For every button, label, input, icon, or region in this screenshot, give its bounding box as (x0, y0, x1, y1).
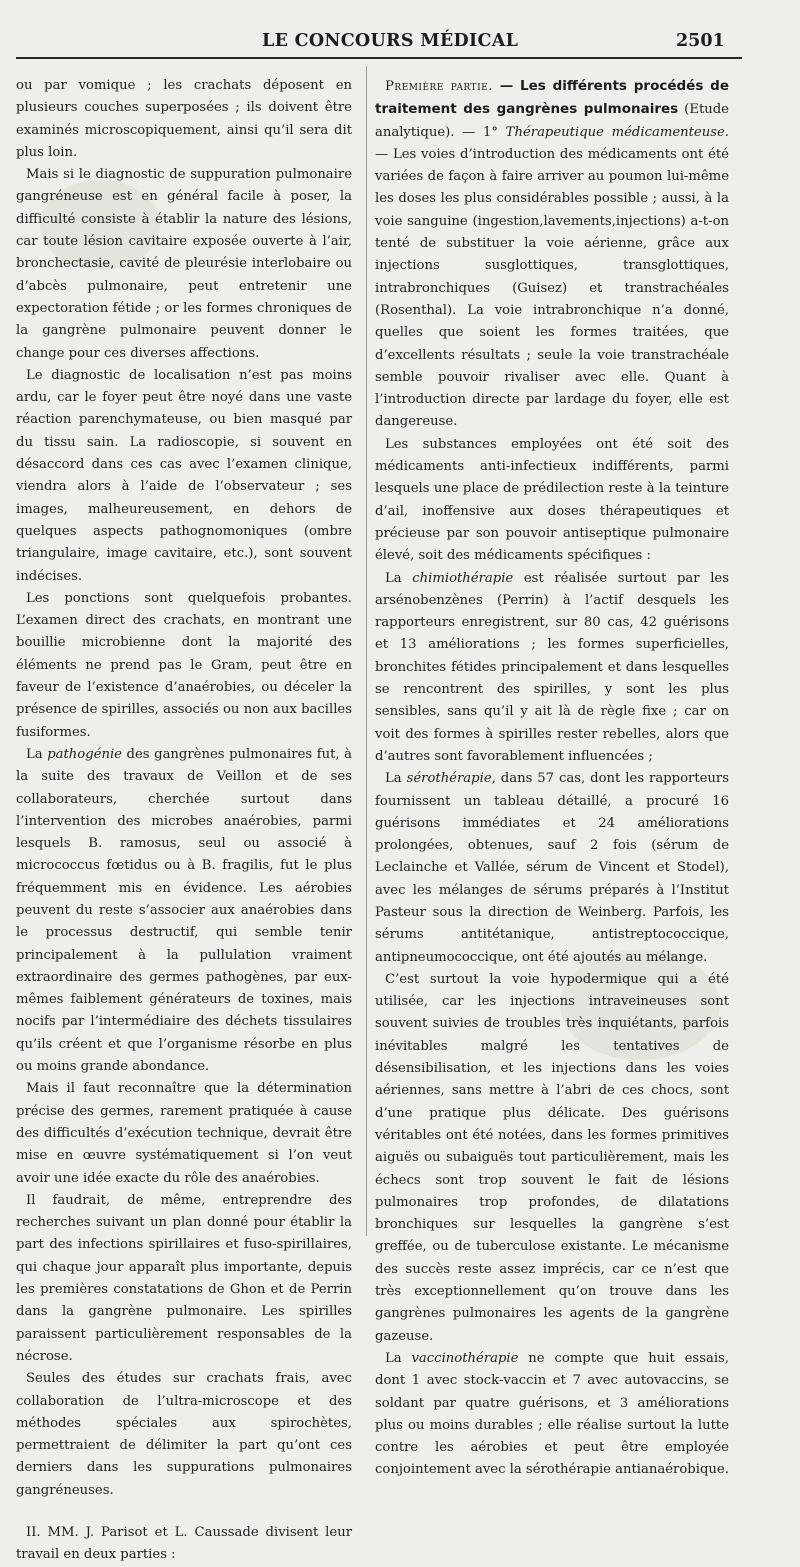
text-run: La (385, 1350, 412, 1366)
section-lead: Première partie. (385, 79, 493, 94)
paragraph (375, 568, 729, 769)
text-run: — Les voies d’introduction des médicaments ont été variées de façon à faire arriver au poumon lui-même les doses les plus considérables possible ; aussi, à la voie sanguine (ingestion,lavements,injections) a-t-on tenté de substituer la voie aérienne, grâce aux injections susglottiques, transglottiques, intrabronchiques (Guisez) et transtrachéales (Rosenthal). La voie intrabronchique n’a donné, quelles que soient les formes traitées, que d’excellents résultats ; seule la voie transtrachéale semble pouvoir rivaliser avec elle. Quant à l’introduction directe par lardage du foyer, elle est dangereuse. (375, 146, 729, 430)
right-column (375, 75, 729, 1482)
page-header (0, 28, 800, 58)
emphasis: Thérapeutique médicamenteuse. (505, 124, 729, 140)
text-run: , dans 57 cas, dont les rapporteurs fournissent un tableau détaillé, a procuré 16 guérisons immédiates et 24 améliorations prolongées, obtenues, sauf 2 fois (sérum de Leclainche et Vallée, sérum de Vincent et Stodel), avec les mélanges de sérums préparés à l’Institut Pasteur sous la direction de Weinberg. Parfois, les sérums antitétanique, antistreptococcique, antipneumococcique, ont été ajoutés au mélange. (375, 771, 730, 965)
paragraph: Mais il faut reconnaître que la détermination précise des germes, rarement pratiquée à cause des difficultés d’exécution technique, devrait être mise en œuvre systématiquement si l’on veut avoir une idée exacte du rôle des anaérobies. (16, 1081, 352, 1186)
paragraph (375, 75, 729, 434)
column-divider (366, 66, 367, 1236)
paragraph: Mais si le diagnostic de suppuration pulmonaire gangréneuse est en général facile à poser, la difficulté consiste à établir la nature des lésions, car toute lésion cavitaire exposée ouverte à l’air, bronchectasie, cavité de pleurésie interlobaire ou d’abcès pulmonaire, peut entretenir une expectoration fétide ; or les formes chroniques de la gangrène pulmonaire peuvent donner le change pour ces diverses affections. (16, 167, 352, 361)
emphasis: chimiothérapie (412, 570, 514, 586)
page-number: 2501 (676, 31, 725, 51)
paragraph: Le diagnostic de localisation n’est pas moins ardu, car le foyer peut être noyé dans une vaste réaction parenchymateuse, ou bien masqué par du tissu sain. La radioscopie, si souvent en désaccord dans ces cas avec l’examen clinique, viendra alors à l’aide de l’observateur ; ses images, malheureusement, en dehors de quelques aspects pathognomoniques (ombre triangulaire, image cavitaire, etc.), sont souvent indécises. (16, 367, 352, 584)
left-column (16, 75, 352, 1567)
header-rule (16, 57, 742, 59)
section-title: — Les différents procédés de traitement des gangrènes pulmonaires (375, 78, 729, 118)
paragraph: ou par vomique ; les crachats déposent en plusieurs couches superposées ; ils doivent être examinés microscopiquement, ainsi qu’il sera dit plus loin. (16, 78, 352, 160)
paragraph: II. MM. J. Parisot et L. Caussade divisent leur travail en deux parties : (16, 1525, 352, 1563)
emphasis: sérothérapie (406, 771, 492, 787)
paragraph: Il faudrait, de même, entreprendre des recherches suivant un plan donné pour établir la part des infections spirillaires et fuso-spirillaires, qui chaque jour apparaît plus importante, depuis les premières constatations de Ghon et de Perrin dans la gangrène pulmonaire. Les spirilles paraissent particulièrement responsables de la nécrose. (16, 1192, 352, 1364)
running-title: LE CONCOURS MÉDICAL (262, 31, 519, 51)
emphasis: vaccinothérapie (411, 1350, 519, 1366)
text-run: (Etude analytique). — 1° (375, 102, 729, 140)
text-run: La (385, 771, 407, 787)
paragraph: Seules des études sur crachats frais, avec collaboration de l’ultra-microscope et des méthodes spéciales aux spirochètes, permettraient de délimiter la part qu’ont ces derniers dans les suppurations pulmonaires gangréneuses. (16, 1371, 352, 1498)
paragraph (375, 768, 729, 969)
text-run: La (26, 746, 48, 762)
paragraph: C’est surtout la voie hypodermique qui a été utilisée, car les injections intraveineuses sont souvent suivies de troubles très inquiétants, parfois inévitables malgré les tentatives de désensibilisation, et les injections dans les voies aériennes, sans mettre à l’abri de ces chocs, sont d’une pratique plus délicate. Des guérisons véritables ont été notées, dans les formes primitives aiguës ou subaiguës tout particulièrement, mais les échecs sont trop souvent le fait de lésions pulmonaires trop profondes, de dilatations bronchiques sur lesquelles la gangrène s’est greffée, ou de tuberculose existante. Le mécanisme des succès reste assez imprécis, car ce n’est que très exceptionnellement qu’on trouve dans les gangrènes pulmonaires les agents de la gangrène gazeuse. (375, 971, 729, 1344)
emphasis: pathogénie (47, 746, 122, 762)
text-run: La (385, 570, 413, 586)
paragraph (375, 1348, 729, 1482)
text-run: des gangrènes pulmonaires fut, à la suite des travaux de Veillon et de ses collaborateurs, cherchée surtout dans l’intervention des microbes anaérobies, parmi lesquels B. ramosus, seul ou associé à micrococcus fœtidus ou à B. fragilis, fut le plus fréquemment mis en évidence. Les aérobies peuvent du reste s’associer aux anaérobies dans le processus destructif, qui semble tenir principalement à la pullulation vraiment extraordinaire des germes pathogènes, par eux-mêmes faiblement générateurs de toxines, mais nocifs par l’intermédiaire des déchets tissulaires qu’ils créent et que l’organisme résorbe en plus ou moins grande abondance. (16, 746, 352, 1075)
text-run: ne compte que huit essais, dont 1 avec stock-vaccin et 7 avec autovaccins, se soldant par quatre guérisons, et 3 améliorations plus ou moins durables ; elle réalise surtout la lutte contre les aérobies et peut être employée conjointement avec la sérothérapie antianaérobique. (375, 1350, 730, 1478)
paragraph: Les substances employées ont été soit des médicaments anti-infectieux indifférents, parmi lesquels une place de prédilection reste à la teinture d’ail, inoffensive aux doses thérapeutiques et précieuse par son pouvoir antiseptique pulmonaire élevé, soit des médicaments spécifiques : (375, 436, 729, 564)
paragraph: Les ponctions sont quelquefois probantes. L’examen direct des crachats, en montrant une bouillie microbienne dont la majorité des éléments ne prend pas le Gram, peut être en faveur de l’existence d’anaérobies, ou déceler la présence de spirilles, associés ou non aux bacilles fusiformes. (16, 590, 352, 740)
text-run: est réalisée surtout par les arsénobenzènes (Perrin) à l’actif desquels les rapporteurs enregistrent, sur 80 cas, 42 guérisons et 13 améliorations ; les formes superficielles, bronchites fétides principalement et dans lesquelles se rencontrent des spirilles, y sont les plus sensibles, sans qu’il y ait là de règle fixe ; car on voit des formes à spirilles rester rebelles, alors que d’autres sont favorablement influencées ; (375, 570, 730, 764)
paragraph (16, 744, 352, 1078)
